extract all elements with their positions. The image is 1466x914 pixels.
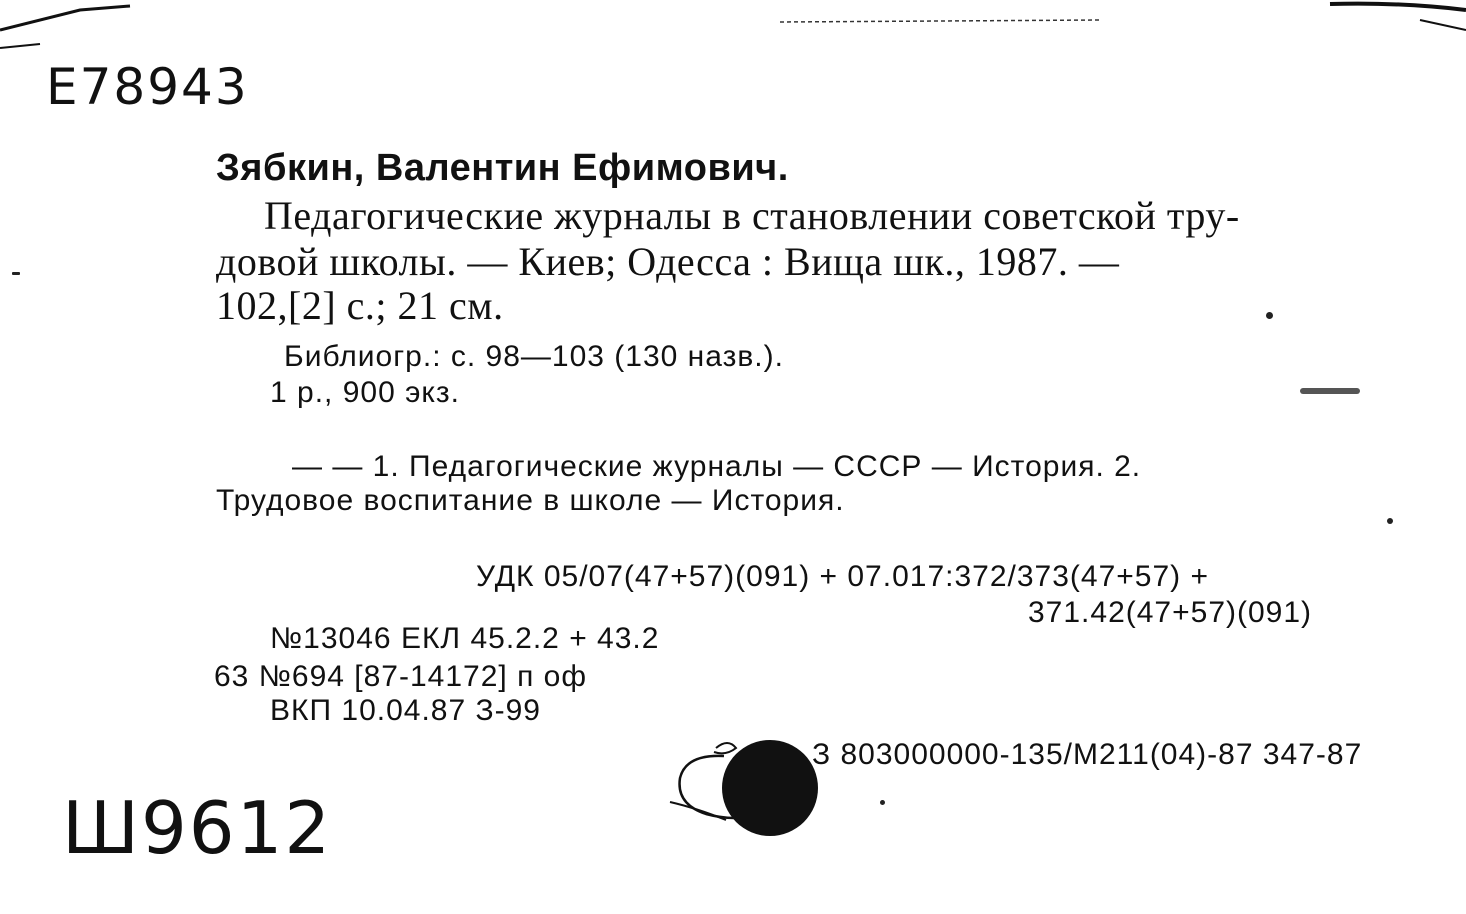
ink-speck bbox=[1387, 518, 1393, 524]
title-line-1: Педагогические журналы в становлении советской тру- bbox=[264, 193, 1240, 238]
classification-code: З 803000000-135/М211(04)-87 347-87 bbox=[812, 738, 1363, 771]
title-line-2: довой школы. — Киев; Одесса : Вища шк., 1987. — bbox=[216, 239, 1120, 284]
registration-line-2: 63 №694 [87-14172] п оф bbox=[214, 660, 588, 693]
ink-speck bbox=[1300, 388, 1360, 394]
title-line-3: 102,[2] с.; 21 см. bbox=[216, 283, 504, 328]
torn-edge-decoration bbox=[0, 0, 1466, 60]
udk-line-2: 371.42(47+57)(091) bbox=[1028, 596, 1313, 629]
ink-speck bbox=[1266, 312, 1273, 319]
ink-speck bbox=[880, 800, 885, 805]
registration-line-1: №13046 ЕКЛ 45.2.2 + 43.2 bbox=[270, 622, 660, 655]
bibliography-note: Библиогр.: с. 98—103 (130 назв.). bbox=[284, 340, 784, 373]
subjects-line-2: Трудовое воспитание в школе — История. bbox=[216, 484, 845, 517]
inventory-number-top: Е78943 bbox=[46, 58, 249, 116]
price-note: 1 р., 900 экз. bbox=[270, 376, 460, 409]
subjects-line-1: — — 1. Педагогические журналы — СССР — История. 2. bbox=[292, 450, 1142, 483]
punch-hole bbox=[722, 740, 818, 836]
author-heading: Зябкин, Валентин Ефимович. bbox=[216, 147, 789, 189]
inventory-number-bottom: Ш9612 bbox=[62, 786, 333, 870]
registration-line-3: ВКП 10.04.87 З-99 bbox=[270, 694, 541, 727]
ink-speck bbox=[12, 272, 20, 275]
udk-line-1: УДК 05/07(47+57)(091) + 07.017:372/373(47+57) + bbox=[476, 560, 1210, 593]
